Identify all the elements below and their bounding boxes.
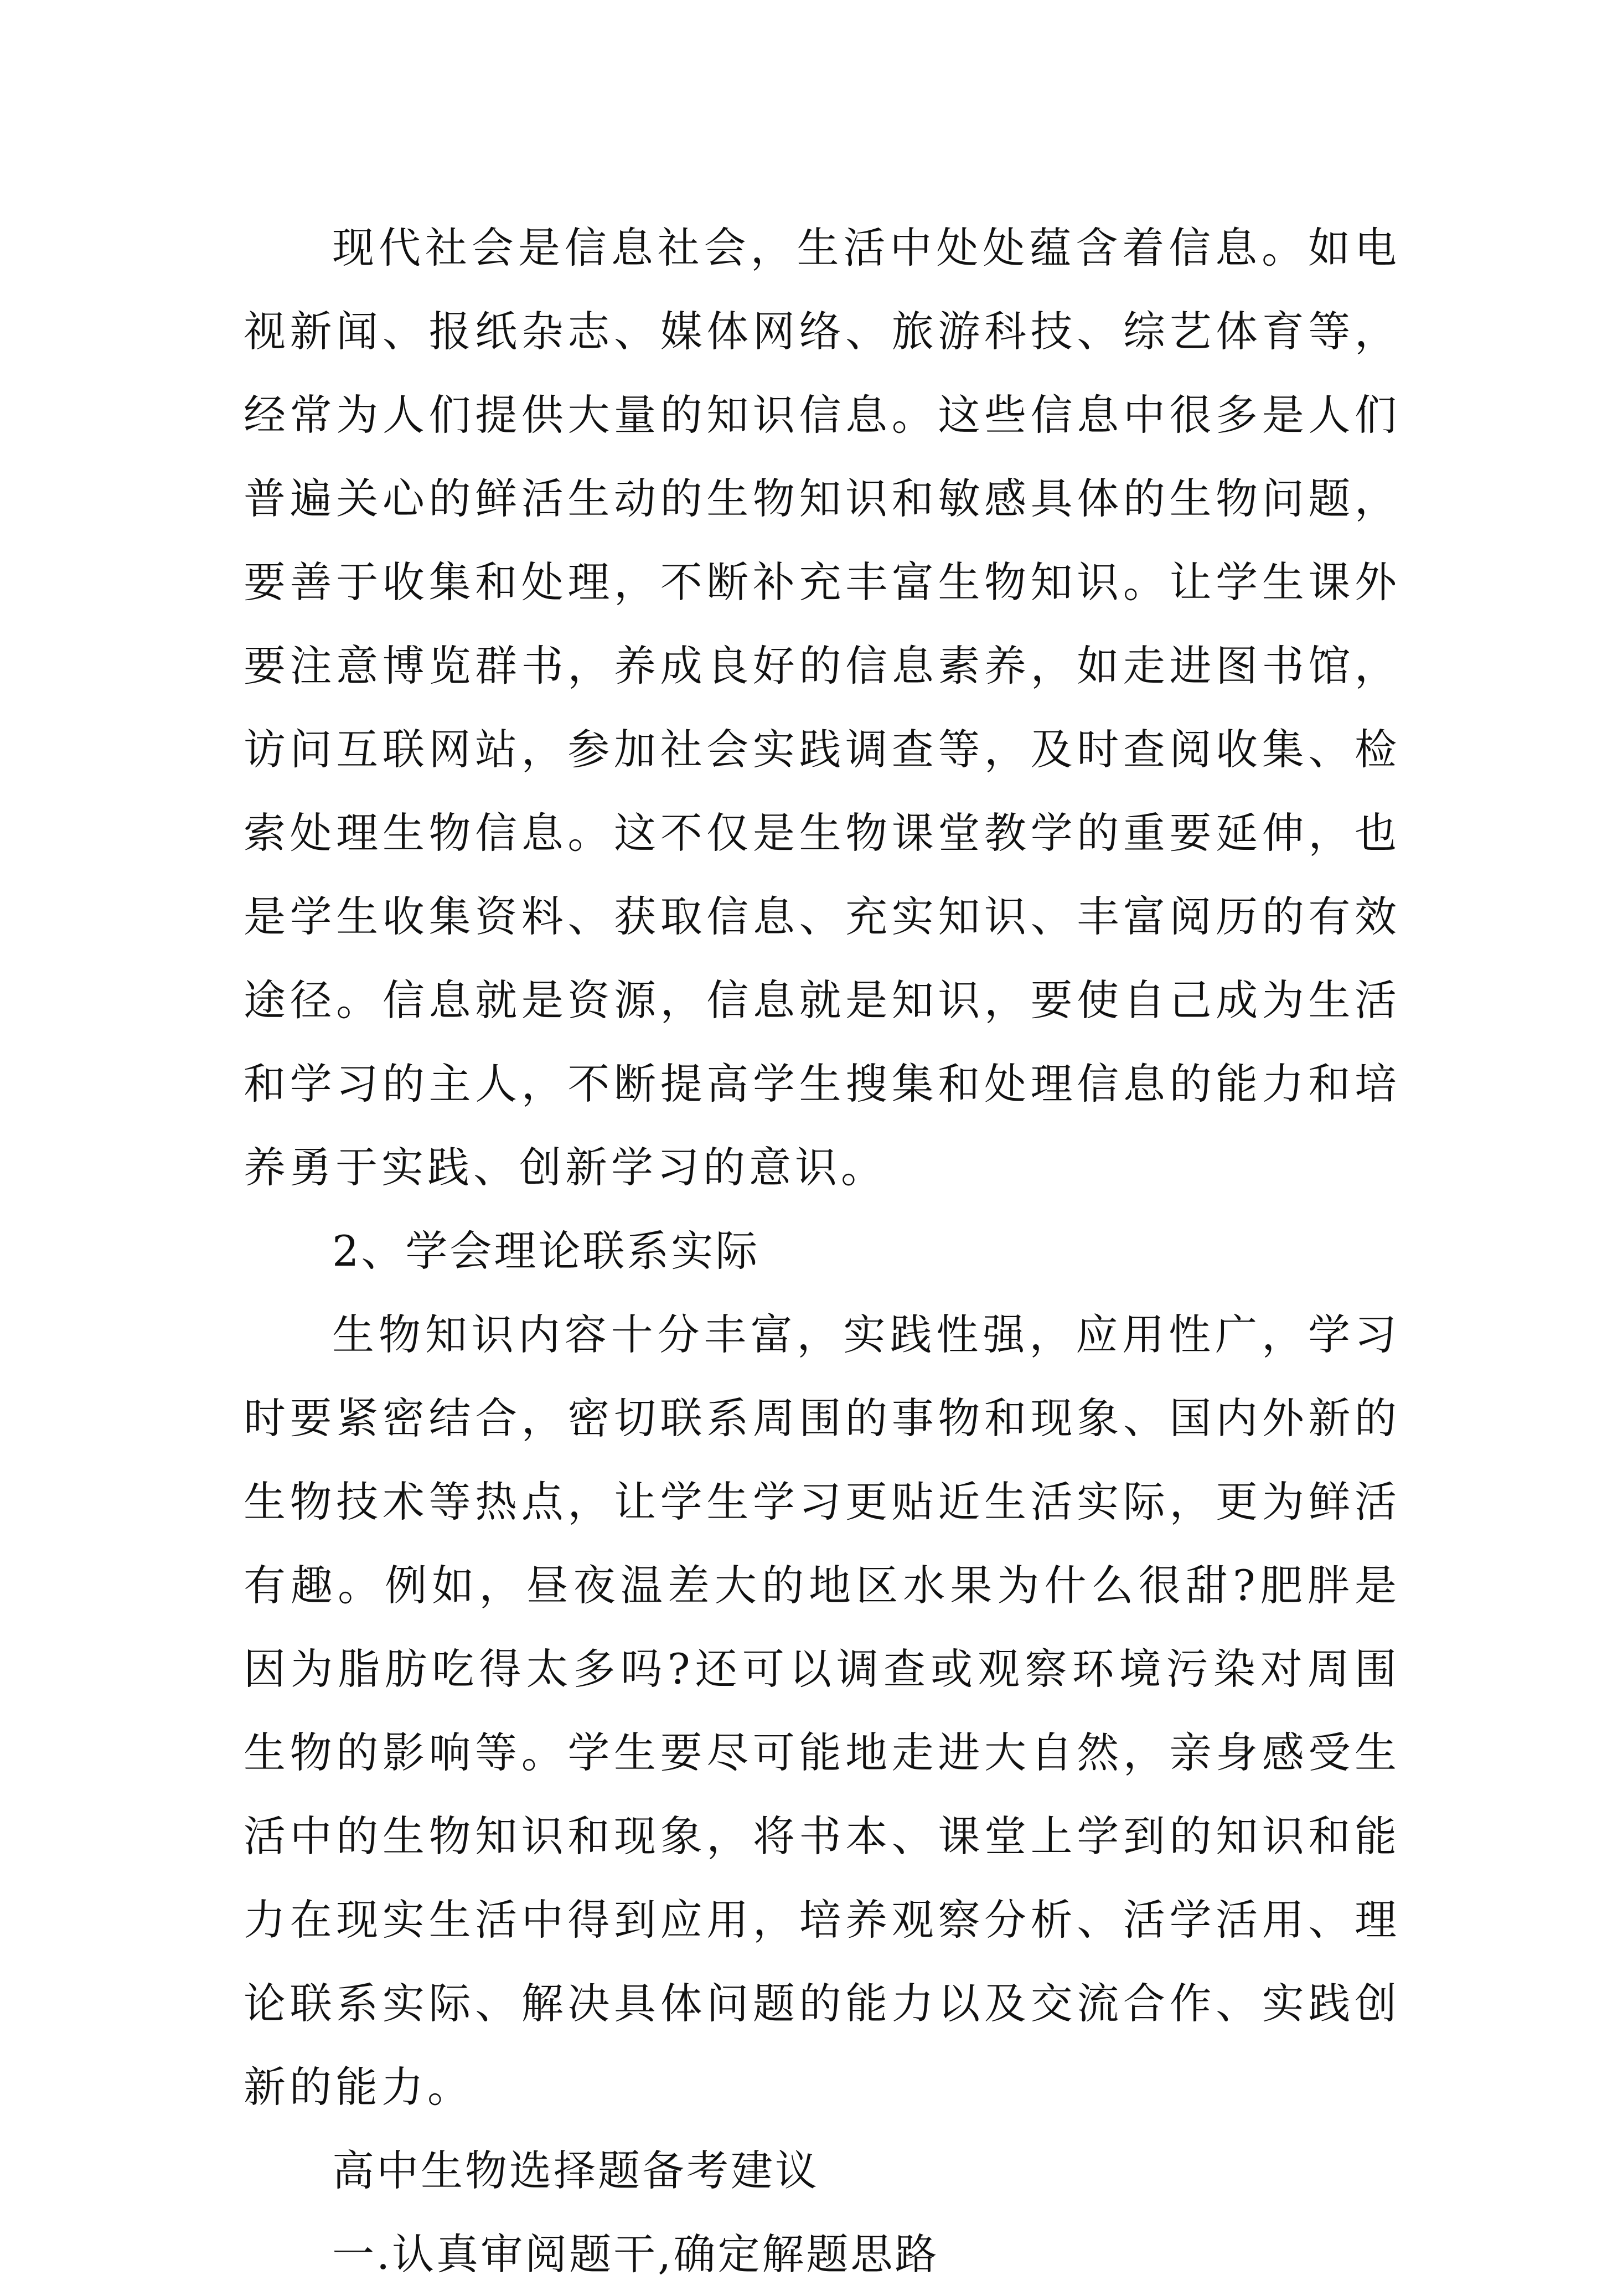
- paragraph-information-society: 现代社会是信息社会，生活中处处蕴含着信息。如电视新闻、报纸杂志、媒体网络、旅游科技、综艺体育等，经常为人们提供大量的知识信息。这些信息中很多是人们普遍关心的鲜活生动的生物知识和敏感具体的生物问题，要善于收集和处理，不断补充丰富生物知识。让学生课外要注意博览群书，养成良好的信息素养，如走进图书馆，访问互联网站，参加社会实践调查等，及时查阅收集、检索处理生物信息。这不仅是生物课堂教学的重要延伸，也是学生收集资料、获取信息、充实知识、丰富阅历的有效途径。信息就是资源，信息就是知识，要使自己成为生活和学习的主人，不断提高学生搜集和处理信息的能力和培养勇于实践、创新学习的意识。: [244, 223, 1401, 1192]
- section-heading-theory-practice: 2、学会理论联系实际: [332, 1226, 760, 1276]
- subsection-heading-read-question: 一.认真审阅题干,确定解题思路: [332, 2230, 939, 2279]
- section-heading-exam-advice: 高中生物选择题备考建议: [332, 2146, 819, 2195]
- document-body: [244, 206, 1401, 2296]
- paragraph-biology-knowledge: 生物知识内容十分丰富，实践性强，应用性广，学习时要紧密结合，密切联系周围的事物和现象、国内外新的生物技术等热点，让学生学习更贴近生活实际，更为鲜活有趣。例如，昼夜温差大的地区水果为什么很甜?肥胖是因为脂肪吃得太多吗?还可以调查或观察环境污染对周围生物的影响等。学生要尽可能地走进大自然，亲身感受生活中的生物知识和现象，将书本、课堂上学到的知识和能力在现实生活中得到应用，培养观察分析、活学活用、理论联系实际、解决具体问题的能力以及交流合作、实践创新的能力。: [244, 1310, 1401, 2112]
